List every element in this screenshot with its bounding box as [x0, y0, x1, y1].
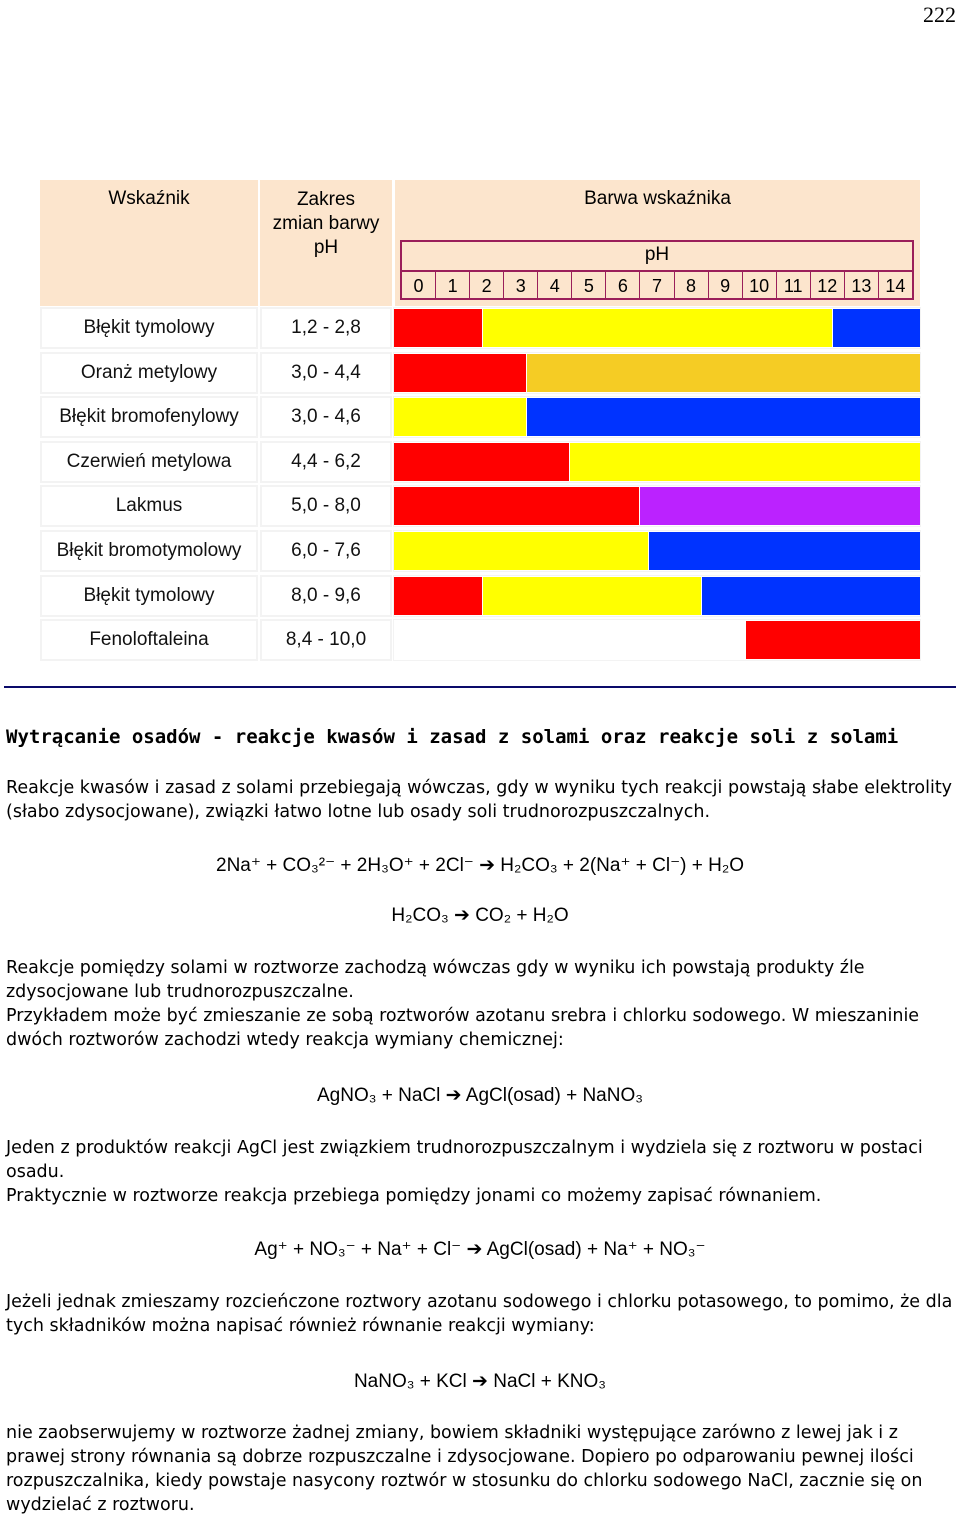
section-divider — [4, 686, 956, 688]
indicator-range: 3,0 - 4,4 — [260, 352, 392, 394]
paragraph-4: Jeden z produktów reakcji AgCl jest związkiem trudnorozpuszczalnym i wydziela się z roztworu w postaci osadu. — [6, 1138, 923, 1182]
ph-tick: 9 — [708, 272, 742, 298]
indicator-name: Fenoloftaleina — [40, 619, 258, 661]
ph-scale-label: pH — [644, 244, 670, 265]
color-segment-yellow — [394, 398, 526, 436]
indicator-range: 3,0 - 4,6 — [260, 396, 392, 438]
color-bar — [393, 485, 921, 527]
ph-tick: 4 — [537, 272, 571, 298]
color-bar — [393, 441, 921, 483]
ph-tick: 13 — [844, 272, 878, 298]
color-bar — [393, 619, 921, 661]
ph-tick: 11 — [776, 272, 810, 298]
ph-tick: 7 — [639, 272, 673, 298]
indicator-range: 5,0 - 8,0 — [260, 485, 392, 527]
color-segment-yellow — [483, 577, 701, 615]
paragraph-6: Jeżeli jednak zmieszamy rozcieńczone roztwory azotanu sodowego i chlorku potasowego, to pomimo, że dla tych składników można napisać również równanie reakcji wymiany: — [6, 1292, 953, 1336]
header-indicator-cell — [40, 180, 258, 306]
ph-tick: 6 — [605, 272, 639, 298]
ph-tick: 1 — [435, 272, 469, 298]
equation-4: Ag⁺ + NO₃⁻ + Na⁺ + Cl⁻ ➔ AgCl(osad) + Na⁺ + NO₃⁻ — [254, 1239, 706, 1260]
color-segment-purple — [640, 487, 920, 525]
ph-ticks — [402, 270, 912, 298]
color-segment-red — [394, 354, 526, 392]
indicator-name: Oranż metylowy — [40, 352, 258, 394]
ph-tick: 14 — [878, 272, 912, 298]
header-range-line-3: pH — [313, 237, 339, 258]
equation-2: H₂CO₃ ➔ CO₂ + H₂O — [391, 905, 569, 926]
ph-tick: 8 — [674, 272, 708, 298]
indicator-range: 8,0 - 9,6 — [260, 575, 392, 617]
color-segment-yellow — [394, 532, 648, 570]
ph-tick: 12 — [810, 272, 844, 298]
paragraph-3: Przykładem może być zmieszanie ze sobą roztworów azotanu srebra i chlorku sodowego. W mieszaninie dwóch roztworów zachodzi wtedy reakcja wymiany chemicznej: — [6, 1006, 920, 1050]
color-segment-blue — [527, 398, 921, 436]
color-segment-blue — [649, 532, 920, 570]
color-segment-yellow — [483, 309, 833, 347]
color-bar — [393, 530, 921, 572]
color-bar — [393, 307, 921, 349]
ph-tick: 3 — [503, 272, 537, 298]
color-bar — [393, 575, 921, 617]
indicator-table — [0, 0, 960, 680]
header-indicator: Wskaźnik — [108, 188, 190, 209]
color-segment-blue — [833, 309, 920, 347]
color-segment-red — [394, 443, 569, 481]
indicator-name: Lakmus — [40, 485, 258, 527]
indicator-range: 1,2 - 2,8 — [260, 307, 392, 349]
color-segment-red — [394, 309, 482, 347]
indicator-name: Czerwień metylowa — [40, 441, 258, 483]
ph-tick: 5 — [571, 272, 605, 298]
color-segment-red — [394, 577, 482, 615]
ph-tick: 10 — [742, 272, 776, 298]
header-range-cell — [260, 180, 392, 306]
header-color: Barwa wskaźnika — [584, 188, 731, 209]
indicator-range: 4,4 - 6,2 — [260, 441, 392, 483]
color-bar — [393, 396, 921, 438]
section-title: Wytrącanie osadów - reakcje kwasów i zasad z solami oraz reakcje soli z solami — [6, 726, 899, 748]
equation-3: AgNO₃ + NaCl ➔ AgCl(osad) + NaNO₃ — [316, 1085, 643, 1106]
color-segment-blue — [702, 577, 920, 615]
paragraph-7: nie zaobserwujemy w roztworze żadnej zmiany, bowiem składniki występujące zarówno z lewej jak i z prawej strony równania są dobrze rozpuszczalne i zdysocjowane. Dopiero po odparowaniu pewnej ilości rozpuszczalnika, kiedy powstaje nasycony roztwór w stosunku do chlorku sodowego NaCl, zacznie się on wydzielać z roztworu. — [6, 1423, 923, 1515]
indicator-name: Błękit bromotymolowy — [40, 530, 258, 572]
equation-5: NaNO₃ + KCl ➔ NaCl + KNO₃ — [353, 1371, 607, 1392]
indicator-range: 6,0 - 7,6 — [260, 530, 392, 572]
indicator-range: 8,4 - 10,0 — [260, 619, 392, 661]
paragraph-1: Reakcje kwasów i zasad z solami przebiegają wówczas, gdy w wyniku tych reakcji powstają słabe elektrolity (słabo zdysocjowane), związki łatwo lotne lub osady soli trudnorozpuszczalnych. — [6, 778, 953, 822]
color-segment-orange — [527, 354, 921, 392]
ph-tick: 2 — [469, 272, 503, 298]
ph-scale — [400, 240, 914, 300]
color-segment-red — [746, 621, 920, 659]
paragraph-2: Reakcje pomiędzy solami w roztworze zachodzą wówczas gdy w wyniku ich powstają produkty źle zdysocjowane lub trudnorozpuszczalne. — [6, 958, 865, 1002]
indicator-name: Błękit tymolowy — [40, 575, 258, 617]
indicator-name: Błękit bromofenylowy — [40, 396, 258, 438]
equation-1: 2Na⁺ + CO₃²⁻ + 2H₃O⁺ + 2Cl⁻ ➔ H₂CO₃ + 2(Na⁺ + Cl⁻) + H₂O — [216, 855, 744, 876]
page-number: 222 — [923, 2, 956, 27]
color-segment-yellow — [570, 443, 920, 481]
header-range-line-1: Zakres — [296, 189, 356, 210]
header-range-line-2: zmian barwy — [272, 213, 380, 234]
color-bar — [393, 352, 921, 394]
indicator-name: Błękit tymolowy — [40, 307, 258, 349]
color-segment-red — [394, 487, 639, 525]
ph-tick: 0 — [413, 276, 424, 296]
paragraph-5: Praktycznie w roztworze reakcja przebiega pomiędzy jonami co możemy zapisać równaniem. — [6, 1186, 822, 1206]
